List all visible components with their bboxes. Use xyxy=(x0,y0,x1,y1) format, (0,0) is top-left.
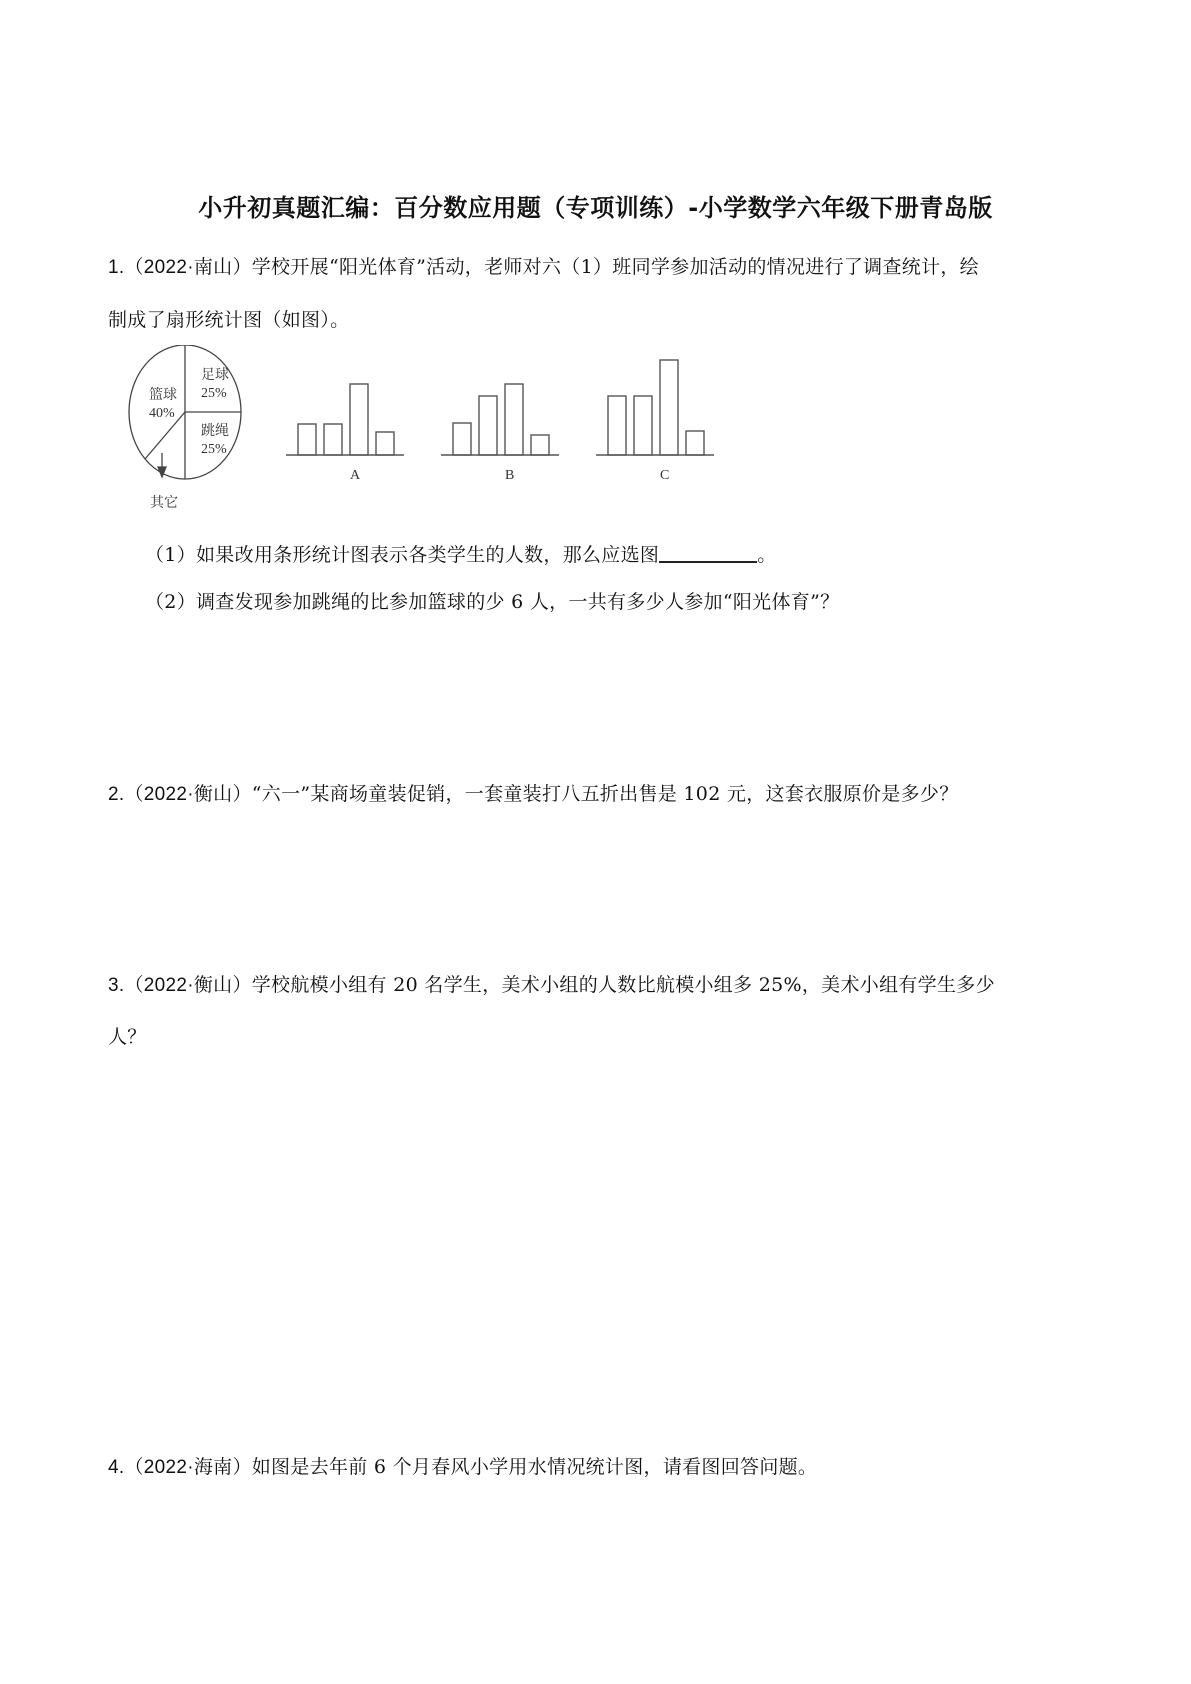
question-1-figure xyxy=(128,345,728,520)
question-source: （2022·衡山） xyxy=(124,784,252,805)
question-1-line-2: 制成了扇形统计图（如图）。 xyxy=(108,309,350,331)
question-4-line-1 xyxy=(108,1452,817,1479)
bar-chart-label-b: B xyxy=(505,468,515,483)
question-2-line-1 xyxy=(108,779,959,806)
pie-label-rope-pct: 25% xyxy=(201,442,227,457)
question-source: （2022·衡山） xyxy=(124,975,252,996)
question-number: 2. xyxy=(108,784,125,805)
question-3-line-2: 人？ xyxy=(108,1026,147,1048)
question-source: （2022·海南） xyxy=(124,1457,252,1478)
question-1-sub-1 xyxy=(145,540,777,567)
question-1-line-1 xyxy=(108,252,979,279)
pie-label-football: 足球 xyxy=(201,368,229,383)
question-text: “六一”某商场童装促销，一套童装打八五折出售是 102 元，这套衣服原价是多少？ xyxy=(251,783,959,805)
pie-label-football-pct: 25% xyxy=(201,386,227,401)
question-number: 3. xyxy=(108,975,125,996)
bar-chart-b xyxy=(441,384,559,455)
question-number: 1. xyxy=(108,257,125,278)
question-text: 如图是去年前 6 个月春风小学用水情况统计图，请看图回答问题。 xyxy=(251,1456,818,1478)
question-text: 学校航模小组有 20 名学生，美术小组的人数比航模小组多 25%，美术小组有学生多少 xyxy=(251,974,995,996)
pie-label-other: 其它 xyxy=(150,496,178,511)
question-number: 4. xyxy=(108,1457,125,1478)
pie-label-basketball: 篮球 xyxy=(149,388,177,403)
bar-chart-a xyxy=(286,384,404,455)
bar-chart-label-c: C xyxy=(660,468,670,483)
sub-question-text: （1）如果改用条形统计图表示各类学生的人数，那么应选图 xyxy=(145,544,660,566)
sub-question-suffix: 。 xyxy=(757,544,777,566)
question-3-line-1 xyxy=(108,970,995,997)
page-title: 小升初真题汇编：百分数应用题（专项训练）-小学数学六年级下册青岛版 xyxy=(198,194,993,222)
bar-chart-c xyxy=(596,360,714,455)
pie-label-basketball-pct: 40% xyxy=(149,406,175,421)
question-1-sub-2: （2）调查发现参加跳绳的比参加篮球的少 6 人，一共有多少人参加“阳光体育”？ xyxy=(145,591,840,613)
question-text: 学校开展“阳光体育”活动，老师对六（1）班同学参加活动的情况进行了调查统计，绘 xyxy=(251,256,979,278)
question-source: （2022·南山） xyxy=(124,257,252,278)
bar-chart-label-a: A xyxy=(350,468,361,483)
pie-label-rope: 跳绳 xyxy=(201,424,229,439)
answer-blank[interactable] xyxy=(659,543,757,563)
